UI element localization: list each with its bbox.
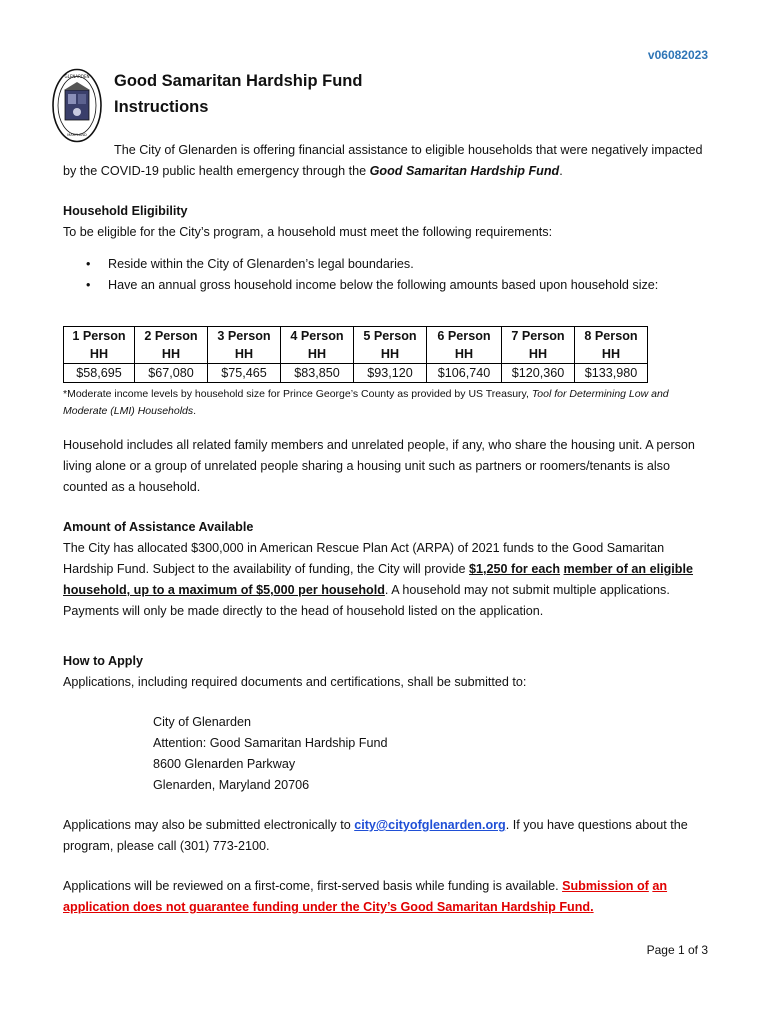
footnote-end: . (193, 405, 197, 417)
address-line: City of Glenarden (153, 715, 252, 729)
page-number: Page 1 of 3 (646, 943, 708, 957)
bullet-item: • Reside within the City of Glenarden’s legal boundaries. (86, 254, 706, 275)
eligibility-text: To be eligible for the City’s program, a household must meet the following requirements: (63, 225, 553, 239)
intro-fund-name: Good Samaritan Hardship Fund (369, 164, 560, 178)
table-header: 1 Person HH (64, 327, 135, 364)
apply-heading: How to Apply (63, 654, 143, 668)
email-link[interactable]: city@cityofglenarden.org (354, 818, 506, 832)
table-header: 7 Person HH (502, 327, 575, 364)
review-warning-end: . (590, 900, 594, 914)
assistance-heading: Amount of Assistance Available (63, 520, 254, 534)
table-cell: $93,120 (354, 364, 427, 383)
table-cell: $106,740 (427, 364, 502, 383)
title-line-1: Good Samaritan Hardship Fund (114, 72, 363, 90)
address-line: 8600 Glenarden Parkway (153, 757, 296, 771)
assistance-text-1: The City has allocated $300,000 in American Rescue Plan Act (ARPA) of 2021 funds to the Good Samaritan Hardship Fund. Subject to the availability of funding, the City will provide (63, 541, 665, 576)
table-cell: $58,695 (64, 364, 135, 383)
document-title (114, 68, 362, 120)
assistance-amount-1: $1,250 for each (469, 562, 561, 576)
footnote-source: Tool for Determining Low and Moderate (LMI) Households (63, 388, 669, 417)
city-seal-icon (52, 68, 102, 143)
assistance-amount-2: member of an eligible household, up to a maximum of $5,000 per household (63, 562, 693, 597)
intro-end: . (559, 164, 563, 178)
review-notice (63, 876, 711, 918)
table-header: 8 Person HH (575, 327, 648, 364)
income-table (63, 326, 648, 383)
intro-text: The City of Glenarden is offering financial assistance to eligible households that were negatively impacted by the COVID-19 public health emergency through the (63, 143, 703, 178)
electronic-text-2: . If you have questions about the program, please call (301) 773-2100. (63, 818, 688, 853)
intro-paragraph (63, 140, 711, 182)
address-line: Glenarden, Maryland 20706 (153, 778, 310, 792)
svg-text:MARYLAND: MARYLAND (67, 133, 87, 137)
review-text: Applications will be reviewed on a first-come, first-served basis while funding is available. (63, 879, 563, 893)
apply-text: Applications, including required documents and certifications, shall be submitted to: (63, 675, 527, 689)
table-header: 5 Person HH (354, 327, 427, 364)
assistance-section (63, 517, 711, 622)
bullet-item: • Have an annual gross household income below the following amounts based upon household size: (86, 275, 706, 296)
review-warning-2: an application does not guarantee funding under the City’s Good Samaritan Hardship Fund (63, 879, 668, 914)
eligibility-bullets (86, 254, 706, 296)
table-header-row (64, 327, 648, 364)
table-cell: $67,080 (135, 364, 208, 383)
address-line: Attention: Good Samaritan Hardship Fund (153, 736, 388, 750)
assistance-text-2: . A household may not submit multiple applications. Payments will only be made directly to the head of household listed on the application. (63, 583, 670, 618)
table-cell: $83,850 (281, 364, 354, 383)
table-header: 6 Person HH (427, 327, 502, 364)
table-row (64, 364, 648, 383)
table-cell: $120,360 (502, 364, 575, 383)
version-label: v06082023 (647, 48, 708, 62)
review-warning-1: Submission of (562, 879, 649, 893)
household-definition: Household includes all related family members and unrelated people, if any, who share the housing unit. A person living alone or a group of unrelated people sharing a housing unit such as partners or roomers/tenants is also counted as a household. (63, 438, 695, 494)
electronic-text-1: Applications may also be submitted electronically to (63, 818, 355, 832)
table-header: 2 Person HH (135, 327, 208, 364)
table-cell: $133,980 (575, 364, 648, 383)
electronic-submission (63, 815, 711, 857)
footnote-text: *Moderate income levels by household size for Prince George’s County as provided by US Treasury, (63, 388, 532, 400)
eligibility-heading: Household Eligibility (63, 204, 188, 218)
table-footnote (63, 386, 713, 420)
assistance-text (63, 538, 711, 622)
table-header: 4 Person HH (281, 327, 354, 364)
svg-text:GLENARDEN: GLENARDEN (64, 74, 90, 79)
title-line-2: Instructions (114, 98, 209, 116)
mailing-address (153, 712, 388, 796)
table-cell: $75,465 (208, 364, 281, 383)
table-header: 3 Person HH (208, 327, 281, 364)
apply-section (63, 651, 711, 693)
eligibility-section (63, 201, 711, 243)
